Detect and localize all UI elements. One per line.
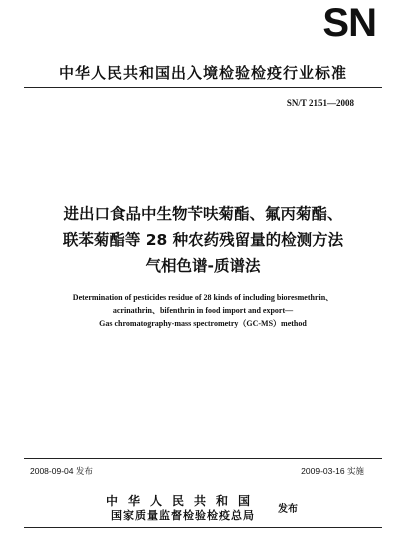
issuer-action: 发布 <box>278 504 298 515</box>
title-line-1: 进出口食品中生物苄呋菊酯、氟丙菊酯、 <box>63 205 343 223</box>
issuer-line-2: 国家质量监督检验检疫总局 <box>111 509 255 522</box>
issue-date: 2008-09-04 发布 <box>30 466 93 476</box>
english-title-line-3: Gas chromatography-mass spectrometry（GC-MS）method <box>99 319 307 328</box>
bottom-divider <box>24 527 382 528</box>
english-title-line-1: Determination of pesticides residue of 28 kinds of including bioresmethrin、 <box>72 293 334 302</box>
organization-heading: 中华人民共和国出入境检验检疫行业标准 <box>58 64 347 82</box>
sn-logo: SN <box>322 1 376 45</box>
implement-date: 2009-03-16 实施 <box>301 466 364 476</box>
title-line-3: 气相色谱-质谱法 <box>145 257 261 275</box>
issuer-line-1: 中华人民共和国 <box>105 494 260 508</box>
top-divider <box>24 87 382 88</box>
standard-number: SN/T 2151—2008 <box>286 98 354 108</box>
middle-divider <box>24 458 382 459</box>
english-title-line-2: acrinathrin、bifenthrin in food import and export— <box>112 306 294 315</box>
title-line-2: 联苯菊酯等 28 种农药残留量的检测方法 <box>62 231 344 249</box>
